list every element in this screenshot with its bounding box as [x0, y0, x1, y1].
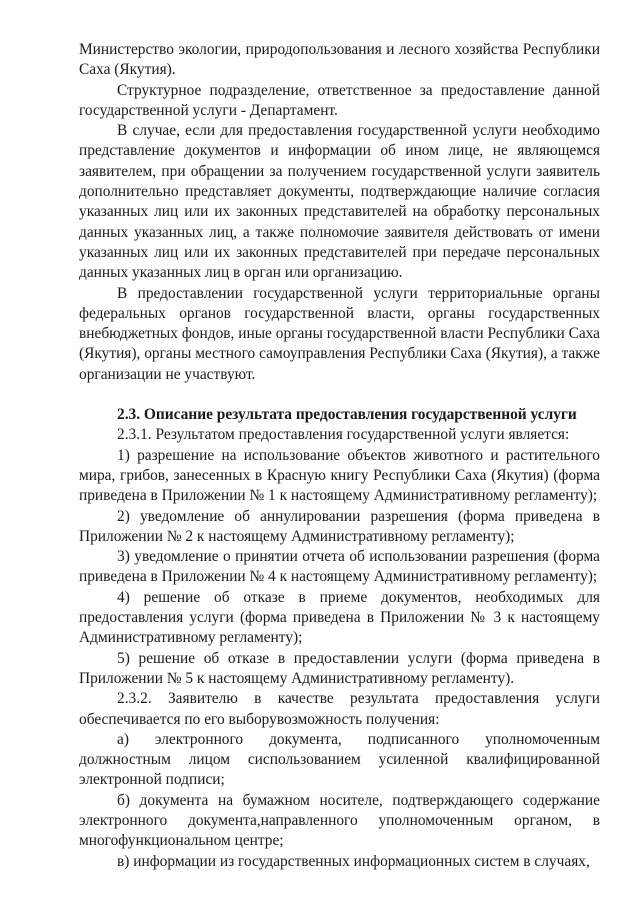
paragraph-third-party-consent: В случае, если для предоставления государственной услуги необходимо представление документов и информации об ином лице, не являющемся заявителем, при обращении за получением государственной услуги заявитель дополнительно представляет документы, подтверждающие наличие согласия указанных лиц или их законных представителей на обработку персональных данных указанных лиц, а также полномочие заявителя действовать от имени указанных лиц или их законных представителей при передаче персональных данных указанных лиц в орган или организацию. — [79, 122, 600, 282]
paragraph-non-participation: В предоставлении государственной услуги территориальные органы федеральных органов государственной власти, органы государственных внебюджетных фондов, иные органы государственной власти Республики Саха (Якутия), органы местного самоуправления Республики Саха (Якутия), а также организации не участвуют. — [79, 284, 600, 383]
list-item-option-c: в) информации из государственных информационных систем в случаях, — [117, 852, 590, 870]
list-item-result-2: 2) уведомление об аннулировании разрешения (форма приведена в Приложении № 2 к настоящему Административному регламенту); — [79, 507, 600, 545]
document-page — [79, 40, 600, 872]
list-item-option-b: б) документа на бумажном носителе, подтверждающего содержание электронного документа,направленного уполномоченным органом, в многофункциональном центре; — [79, 791, 600, 850]
paragraph-2-3-2: 2.3.2. Заявителю в качестве результата предоставления услуги обеспечивается по его выборувозможность получения: — [79, 690, 600, 728]
list-item-result-3: 3) уведомление о принятии отчета об использовании разрешения (форма приведена в Приложении № 4 к настоящему Административному регламенту); — [79, 548, 600, 586]
list-item-result-5: 5) решение об отказе в предоставлении услуги (форма приведена в Приложении № 5 к настоящему Административному регламенту). — [79, 649, 600, 687]
section-gap — [79, 385, 600, 405]
paragraph-ministry: Министерство экологии, природопользования и лесного хозяйства Республики Саха (Якутия). — [79, 41, 600, 79]
list-item-result-1: 1) разрешение на использование объектов животного и растительного мира, грибов, занесенных в Красную книгу Республики Саха (Якутия) (форма приведена в Приложении № 1 к настоящему Административному регламенту); — [79, 446, 600, 505]
paragraph-2-3-1: 2.3.1. Результатом предоставления государственной услуги является: — [117, 426, 570, 444]
list-item-option-a: а) электронного документа, подписанного уполномоченным должностным лицом сиспользованием усиленной квалифицированной электронной подписи; — [79, 730, 600, 789]
paragraph-department: Структурное подразделение, ответственное за предоставление данной государственной услуги - Департамент. — [79, 81, 600, 119]
list-item-result-4: 4) решение об отказе в приеме документов, необходимых для предоставления услуги (форма приведена в Приложении № 3 к настоящему Административному регламенту); — [79, 588, 600, 647]
section-heading: 2.3. Описание результата предоставления государственной услуги — [117, 406, 577, 424]
